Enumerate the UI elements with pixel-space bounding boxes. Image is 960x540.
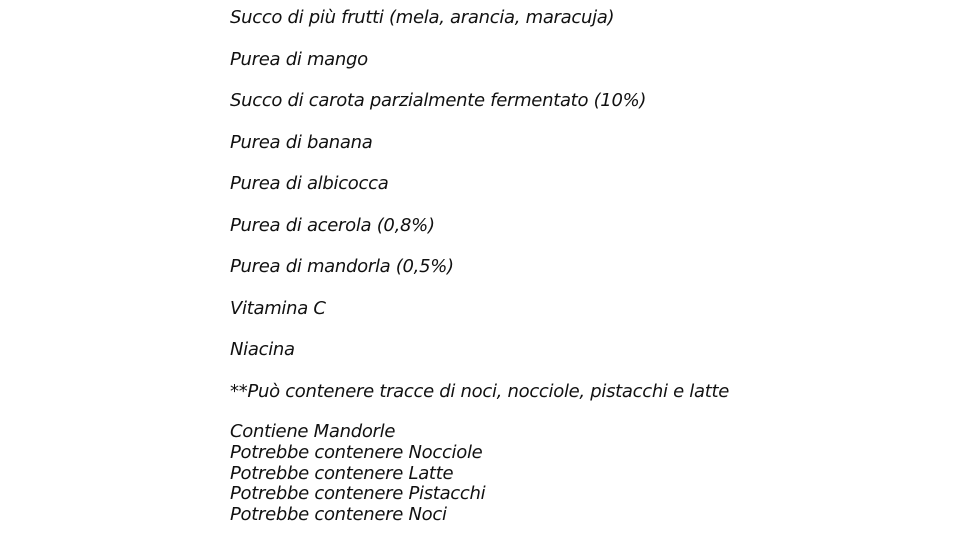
- ingredient-item: Niacina: [230, 339, 295, 360]
- allergen-item: Potrebbe contenere Pistacchi: [230, 483, 486, 505]
- ingredient-item: Vitamina C: [230, 297, 326, 319]
- ingredient-item: Purea di albicocca: [230, 173, 389, 194]
- ingredient-list: [230, 7, 930, 402]
- allergen-item: Potrebbe contenere Latte: [230, 462, 454, 484]
- allergen-item: Contiene Mandorle: [230, 421, 396, 442]
- ingredient-item: Purea di banana: [230, 131, 373, 153]
- ingredient-item: Purea di mango: [230, 48, 368, 70]
- ingredient-item: Purea di acerola (0,8%): [230, 214, 435, 236]
- allergen-item: Potrebbe contenere Noci: [230, 504, 447, 526]
- ingredient-item: Succo di carota parzialmente fermentato (10%): [230, 90, 647, 111]
- product-info: [230, 7, 930, 526]
- ingredient-item: Succo di più frutti (mela, arancia, maracuja): [230, 7, 615, 28]
- ingredient-item: Purea di mandorla (0,5%): [230, 256, 454, 277]
- trace-warning: **Può contenere tracce di noci, nocciole, pistacchi e latte: [230, 380, 729, 402]
- allergen-list: [230, 422, 930, 526]
- allergen-item: Potrebbe contenere Nocciole: [230, 441, 483, 463]
